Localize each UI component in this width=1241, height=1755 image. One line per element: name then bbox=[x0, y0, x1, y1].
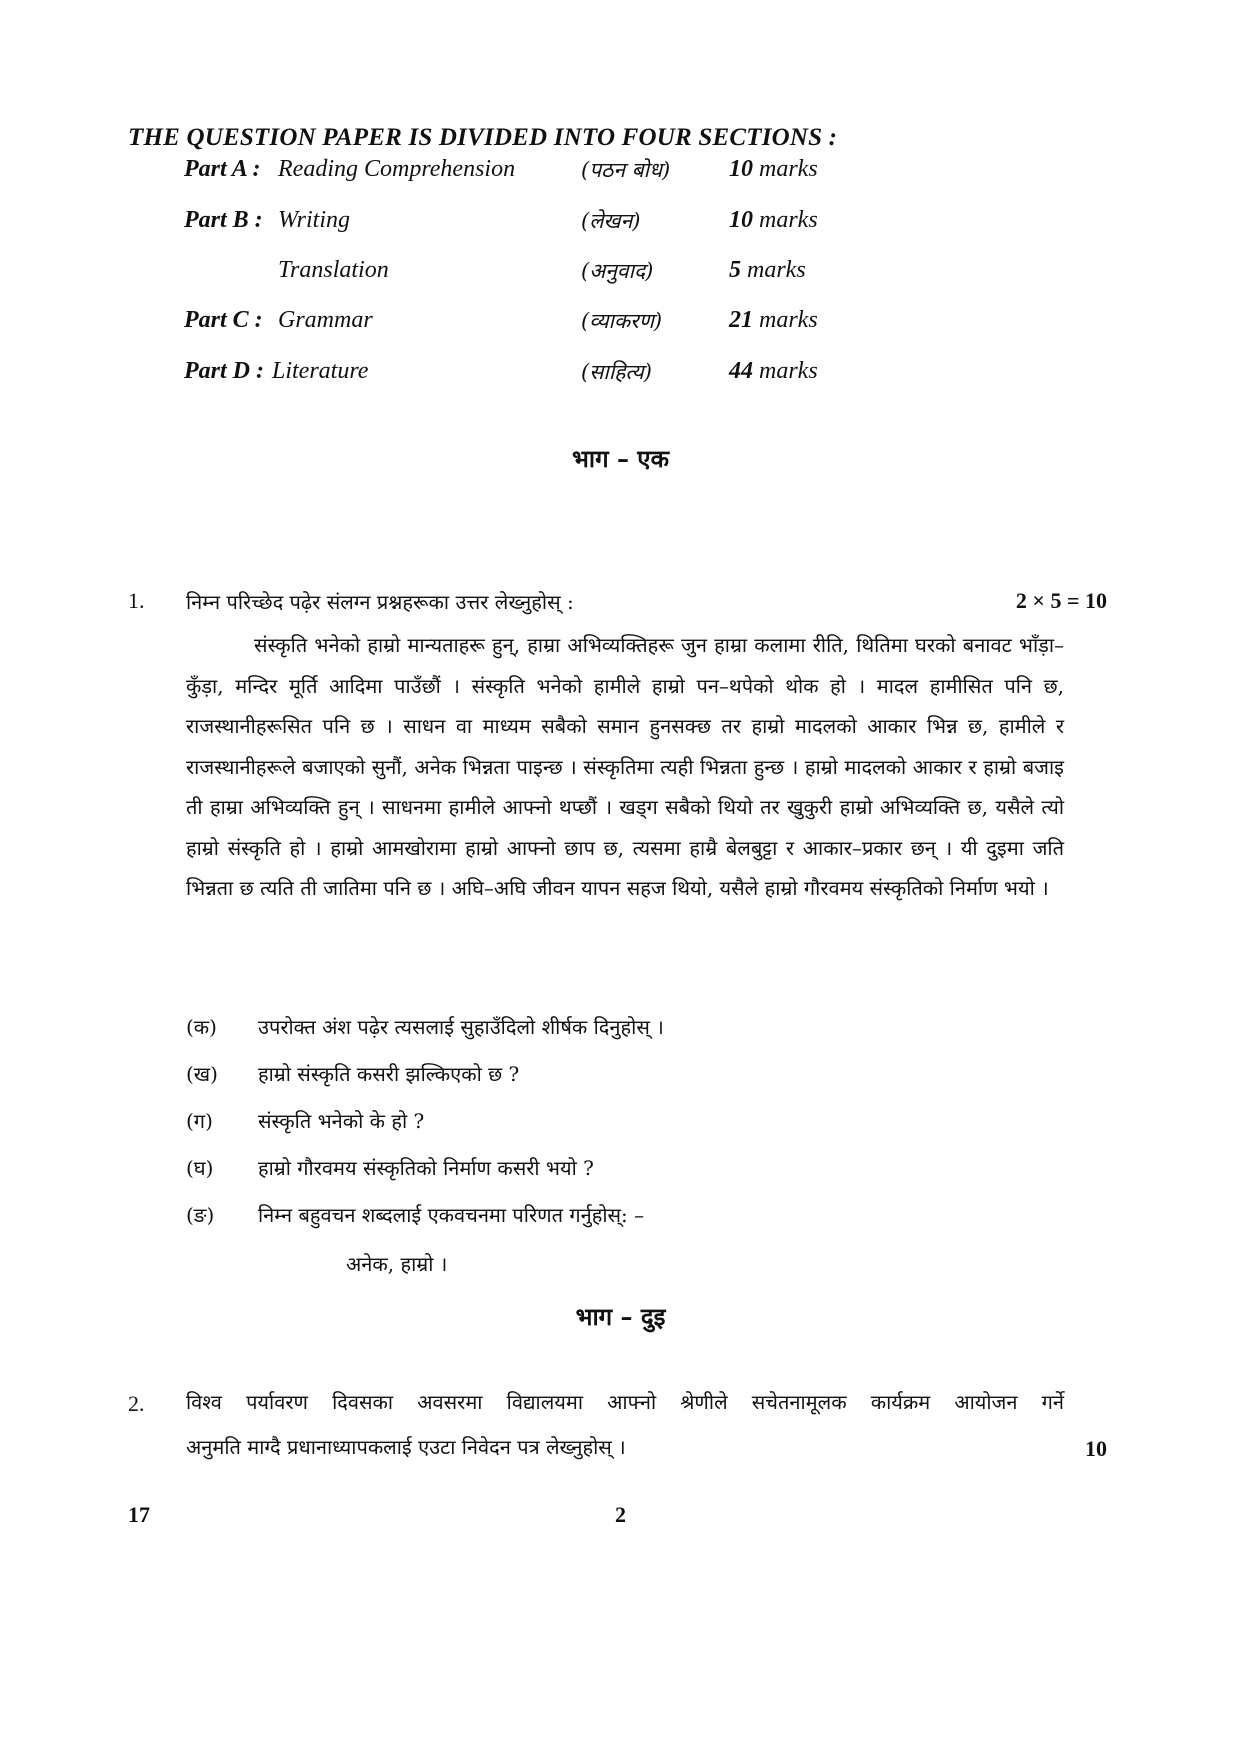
subquestion bbox=[186, 1107, 424, 1134]
reading-passage bbox=[186, 625, 1064, 909]
subquestion bbox=[186, 1201, 644, 1228]
section-name: Literature bbox=[272, 358, 369, 384]
section-part-label: Part C : bbox=[184, 307, 263, 333]
subquestion-text: संस्कृति भनेको के हो ? bbox=[258, 1109, 425, 1133]
section-name: Translation bbox=[278, 257, 389, 283]
question-marks: 10 bbox=[1085, 1436, 1107, 1461]
section-marks: 21 marks bbox=[729, 307, 818, 333]
words-to-convert: अनेक, हाम्रो । bbox=[346, 1252, 448, 1276]
subquestion-text: निम्न बहुवचन शब्दलाई एकवचनमा परिणत गर्नुहोस्: – bbox=[258, 1203, 645, 1227]
part-one-title: भाग – एक bbox=[571, 444, 669, 473]
section-nepali-name: (व्याकरण) bbox=[581, 309, 663, 333]
passage-text: संस्कृति भनेको हाम्रो मान्यताहरू हुन्, हाम्रा अभिव्यक्तिहरू जुन हाम्रा कलामा रीति, थितिमा घरको बनावट भाँड़ा–कुँड़ा, मन्दिर मूर्ति आदिमा पाउँछौं । संस्कृति भनेको हामीले हाम्रो पन–थपेको थोक हो । मादल हामीसित पनि छ, राजस्थानीहरूसित पनि छ । साधन वा माध्यम सबैको समान हुनसक्छ तर हाम्रो मादलको आकार भिन्न छ, हामीले र राजस्थानीहरूले बजाएको सुनौं, अनेक भिन्नता पाइन्छ । संस्कृतिमा त्यही भिन्नता हुन्छ । हाम्रो मादलको आकार र हाम्रो बजाइ ती हाम्रा अभिव्यक्ति हुन् । साधनमा हामीले आफ्नो थप्छौं । खड्ग सबैको थियो तर खुकुरी हाम्रो अभिव्यक्ति छ, यसैले त्यो हाम्रो संस्कृति हो । हाम्रो आमखोरामा हाम्रो आफ्नो छाप छ, त्यसमा हाम्रै बेलबुट्टा र आकार–प्रकार छन् । यी दुइमा जति भिन्नता छ त्यति ती जातिमा पनि छ । अघि–अघि जीवन यापन सहज थियो, यसैले हाम्रो गौरवमय संस्कृतिको निर्माण भयो । bbox=[186, 633, 1064, 900]
section-name: Writing bbox=[278, 207, 351, 233]
part-two-title: भाग – दुइ bbox=[575, 1302, 666, 1331]
subquestion-label: (घ) bbox=[186, 1156, 214, 1180]
section-nepali-name: (अनुवाद) bbox=[581, 259, 654, 283]
section-name: Reading Comprehension bbox=[278, 156, 516, 182]
question-text bbox=[186, 1380, 1064, 1470]
section-part-label: Part A : bbox=[184, 156, 261, 182]
section-marks: 44 marks bbox=[729, 358, 818, 384]
question-text-line: विश्व पर्यावरण दिवसका अवसरमा विद्यालयमा आफ्नो श्रेणीले सचेतनामूलक कार्यक्रम आयोजन गर्ने bbox=[186, 1390, 1064, 1414]
subquestion-label: (क) bbox=[186, 1015, 217, 1039]
page-number: 2 bbox=[615, 1502, 626, 1527]
question-instruction: निम्न परिच्छेद पढ़ेर संलग्न प्रश्नहरूका उत्तर लेख्नुहोस् : bbox=[186, 590, 574, 614]
question-number: 1. bbox=[128, 588, 145, 613]
subquestion-label: (ख) bbox=[186, 1062, 218, 1086]
section-nepali-name: (साहित्य) bbox=[581, 360, 652, 384]
subquestion bbox=[186, 1060, 519, 1087]
question-text-line: अनुमति माग्दै प्रधानाध्यापकलाई एउटा निवेदन पत्र लेख्नुहोस् । bbox=[186, 1435, 626, 1459]
subquestion bbox=[186, 1013, 664, 1040]
section-name: Grammar bbox=[278, 307, 373, 333]
subquestion-text: हाम्रो गौरवमय संस्कृतिको निर्माण कसरी भयो ? bbox=[258, 1156, 594, 1180]
subquestion-label: (ग) bbox=[186, 1109, 213, 1133]
sections-heading: THE QUESTION PAPER IS DIVIDED INTO FOUR SECTIONS : bbox=[128, 124, 838, 151]
question-marks: 2 × 5 = 10 bbox=[1015, 588, 1107, 613]
section-part-label: Part B : bbox=[184, 207, 263, 233]
section-marks: 10 marks bbox=[729, 207, 818, 233]
paper-code: 17 bbox=[128, 1502, 150, 1527]
section-marks: 10 marks bbox=[729, 156, 818, 182]
subquestion-label: (ङ) bbox=[186, 1203, 215, 1227]
section-nepali-name: (पठन बोध) bbox=[581, 158, 671, 182]
section-marks: 5 marks bbox=[729, 257, 806, 283]
question-number: 2. bbox=[128, 1391, 145, 1416]
section-nepali-name: (लेखन) bbox=[581, 209, 641, 233]
subquestion-text: उपरोक्त अंश पढ़ेर त्यसलाई सुहाउँदिलो शीर्षक दिनुहोस् । bbox=[258, 1015, 664, 1039]
section-part-label: Part D : bbox=[184, 358, 264, 384]
subquestion-text: हाम्रो संस्कृति कसरी झल्किएको छ ? bbox=[258, 1062, 520, 1086]
subquestion bbox=[186, 1154, 594, 1181]
